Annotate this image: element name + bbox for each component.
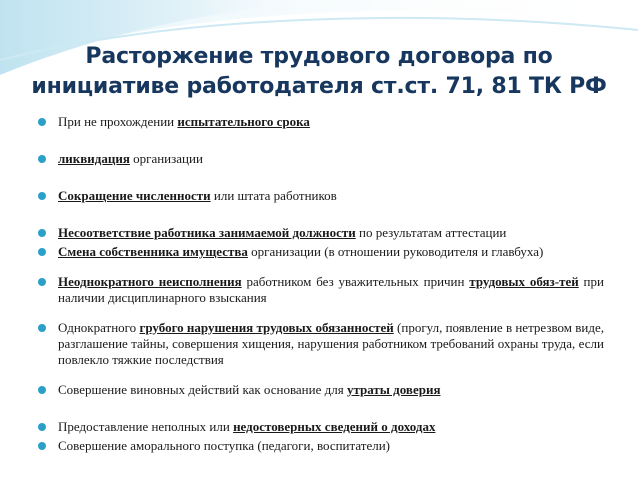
keyword: Неоднократного неисполнения <box>58 274 242 289</box>
list-item: Сокращение численности или штата работников <box>38 188 604 204</box>
keyword: ликвидация <box>58 151 130 166</box>
keyword: Несоответствие работника занимаемой должности <box>58 225 356 240</box>
keyword: Смена собственника имущества <box>58 244 248 259</box>
title-line-1: Расторжение трудового договора по <box>85 44 553 69</box>
list-item: Неоднократного неисполнения работником без уважительных причин трудовых обяз-тей при наличии дисциплинарного взыскания <box>38 274 604 306</box>
list-item: Однократного грубого нарушения трудовых обязанностей (прогул, появление в нетрезвом виде, разглашение тайны, совершения хищения, нарушения работником требований охраны труда, если повлекло тяжкие последствия <box>38 320 604 368</box>
keyword: Сокращение численности <box>58 188 211 203</box>
list-item: Смена собственника имущества организации (в отношении руководителя и главбуха) <box>38 244 604 260</box>
list-item: Предоставление неполных или недостоверных сведений о доходах <box>38 419 604 435</box>
bullet-dot-icon <box>38 278 46 286</box>
keyword: трудовых обяз-тей <box>469 274 579 289</box>
list-item: Несоответствие работника занимаемой должности по результатам аттестации <box>38 225 604 241</box>
slide-title <box>0 42 638 102</box>
bullet-dot-icon <box>38 248 46 256</box>
keyword: испытательного срока <box>177 114 310 129</box>
bullet-list <box>38 114 604 454</box>
bullet-dot-icon <box>38 118 46 126</box>
keyword: недостоверных сведений о доходах <box>233 419 436 434</box>
title-line-2: инициативе работодателя ст.ст. 71, 81 ТК РФ <box>31 74 607 99</box>
list-item: ликвидация организации <box>38 151 604 167</box>
bullet-dot-icon <box>38 155 46 163</box>
bullet-dot-icon <box>38 324 46 332</box>
list-item: Совершение виновных действий как основание для утраты доверия <box>38 382 604 398</box>
bullet-dot-icon <box>38 229 46 237</box>
bullet-dot-icon <box>38 386 46 394</box>
bullet-dot-icon <box>38 442 46 450</box>
bullet-dot-icon <box>38 192 46 200</box>
keyword: грубого нарушения трудовых обязанностей <box>139 320 394 335</box>
list-item: Совершение аморального поступка (педагоги, воспитатели) <box>38 438 604 454</box>
list-item: При не прохождении испытательного срока <box>38 114 604 130</box>
keyword: утраты доверия <box>346 382 441 397</box>
bullet-dot-icon <box>38 423 46 431</box>
